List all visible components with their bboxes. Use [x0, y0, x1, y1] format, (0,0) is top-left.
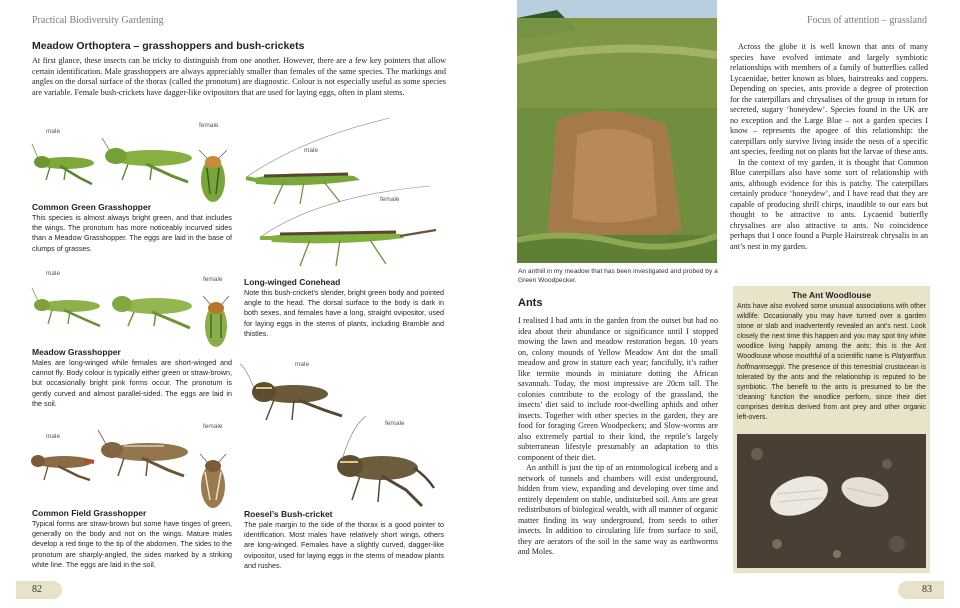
section-title: Meadow Orthoptera – grasshoppers and bush-crickets: [32, 40, 305, 52]
species-text-common-field-grasshopper: Typical forms are straw-brown but some have tinges of green, generally on the body and not on the wings. Mature males develop a red tinge to the tip of the abdomen. The sides to the pronotum are sharply-angled, the sides marked by a striking white line. The eggs are laid in the soil.: [32, 519, 232, 569]
label-female: female: [203, 276, 223, 283]
ants-heading: Ants: [518, 297, 543, 309]
meadow-grasshopper-female-photo: [106, 282, 198, 332]
ant-woodlouse-box: [733, 286, 930, 573]
species-name-common-field-grasshopper: Common Field Grasshopper: [32, 508, 147, 518]
species-text-long-winged-conehead: Note this bush-cricket’s slender, bright green body and pointed angle to the head. The dorsal surface to the body is dark in both sexes, and females have a long, straight ovipositor, used for laying eggs in the stems of plants, including Bramble and thistles.: [244, 288, 444, 338]
roesels-bush-cricket-female-photo: [322, 416, 438, 510]
species-text-meadow-grasshopper: Males are long-winged while females are short-winged and cannot fly. Body colour is typically either green or straw-brown, but occasionally bright pink forms occur. The pronotum is gently curved and almost parallel-sided. The eggs are laid in the soil.: [32, 358, 232, 408]
meadow-grasshopper-pronotum-photo: [200, 296, 232, 352]
box-text-part: Ants have also evolved some unusual associations with other wildlife. Occasionally you may have turned over a garden stone or slab and inadvertently revealed an ant’s nest. Look closely the next time this happen and you may spot tiny white woodlice living happily among the ants; this is the Ant Woodlouse whose mouthful of a scientific name is: [737, 303, 926, 361]
box-text-part: . The presence of this terrestrial crustacean is tolerated by the ants and the relationship is reputed to be symbiotic. The benefit to the ants is presumed to be the ‘cleaning’ function the woodlice perform, since their diet comprises detritus derived from ant prey and other organic left-overs.: [737, 363, 926, 422]
label-female: female: [380, 196, 400, 203]
species-name-meadow-grasshopper: Meadow Grasshopper: [32, 347, 121, 357]
lycaenid-paragraph: Across the globe it is well known that ants of many species have evolved intimate and largely symbiotic relationships with members of a family of butterflies called Lycaenidae, better known as blues, hairstreaks and coppers. Depending on species, ants provide a degree of protection for the caterpillars and chrysalises of the group in return for secreted, sugary ‘honeydew’. Species found in the UK are no exception and the Large Blue – not a garden species I know – represents the apogee of this relationship: the caterpillars only survive living inside the nests of a specific ant species, feeding not on plants but the larvae of these ants.: [730, 42, 929, 156]
label-male: male: [46, 270, 61, 277]
page-number-left: 82: [16, 581, 62, 599]
latin-name: Platyarthus hoffmannseggii: [737, 353, 926, 371]
meadow-grasshopper-male-photo: [30, 282, 108, 332]
box-text: [737, 302, 926, 423]
species-text-common-green-grasshopper: This species is almost always bright green, and that includes the wings. The pronotum has more noticeably incurved sides than a Meadow Grasshopper. The eggs are laid in the base of clumps of grasses.: [32, 213, 232, 253]
lycaenid-body: [730, 42, 928, 252]
long-winged-conehead-female-photo: [250, 186, 440, 272]
ant-woodlouse-photo: [737, 434, 926, 568]
running-head-right: Focus of attention – grassland: [807, 15, 927, 26]
label-female: female: [203, 423, 223, 430]
common-field-grasshopper-female-photo: [94, 424, 194, 484]
common-green-grasshopper-male-photo: [30, 138, 100, 188]
species-name-common-green-grasshopper: Common Green Grasshopper: [32, 202, 152, 212]
running-head-left: Practical Biodiversity Gardening: [32, 15, 164, 26]
photo-caption: An anthill in my meadow that has been investigated and probed by a Green Woodpecker.: [518, 268, 718, 284]
species-name-long-winged-conehead: Long-winged Conehead: [244, 277, 341, 287]
species-text-roesels-bush-cricket: The pale margin to the side of the thorax is a good pointer to identification. Most males have relatively short wings, others are long-winged. Females have a slightly curved, dagger-like ovipositor, used for laying eggs in the stems of meadow plants and rushes.: [244, 520, 444, 570]
common-green-grasshopper-female-photo: [98, 134, 198, 186]
label-male: male: [46, 433, 61, 440]
label-female: female: [385, 420, 405, 427]
species-name-roesels-bush-cricket: Roesel’s Bush-cricket: [244, 509, 333, 519]
common-field-grasshopper-pronotum-photo: [196, 454, 230, 514]
box-title: The Ant Woodlouse: [791, 290, 872, 300]
common-field-grasshopper-male-photo: [28, 440, 98, 484]
common-green-grasshopper-pronotum-photo: [197, 150, 229, 208]
ants-paragraph: An anthill is just the tip of an entomological iceberg and a network of tunnels and chambers will exist underground, hidden from view, expanding and developing over time and entirely dependent on stable, undisturbed soil. Ants are great redistributors of biological wealth, with all manner of organic matter finding its way underground, from seeds to other insects. In addition to circulating life from surface to soil, they are aerators of the soil in the same way as earthworms and Moles.: [518, 463, 718, 556]
anthill-meadow-photo: [517, 0, 717, 263]
label-male: male: [295, 361, 310, 368]
ants-body: [518, 316, 718, 558]
label-male: male: [304, 147, 319, 154]
lycaenid-paragraph: In the context of my garden, it is thought that Common Blue caterpillars also have some sort of relationship with ants, although evidence for this is patchy. The caterpillars certainly produce ‘honeydew’, and I have read that they are capable of producing shrill chirps, inaudible to our ears but thought to be attractive to ants. Lycaenid butterfly chrysalises are also attractive to ants. No coincidence perhaps that I once found a Purple Hairstreak chrysalis in an ant’s nest in my garden.: [730, 157, 928, 251]
intro-paragraph: At first glance, these insects can be tricky to distinguish from one another. However, there are a few key pointers that allow certain identification. Male grasshoppers are always appreciably smaller than females of the same species. The markings and angles on the dorsal surface of the thorax (called the pronotum) are diagnostic. Colour is not especially useful as some species are variable. Female bush-crickets have dagger-like ovipositors that are used for laying eggs, often in plant stems.: [32, 56, 446, 98]
label-male: male: [46, 128, 61, 135]
label-female: female: [199, 122, 219, 129]
page-number-right: 83: [898, 581, 944, 599]
ants-paragraph: I realised I had ants in the garden from the outset but had no idea about their abundance or significance until I stopped mowing the lawn and meadow restoration began. 10 years on, colony mounds of Yellow Meadow Ant dot the small meadow and grow in stature each year; fancifully, it’s rather like termite mounds in miniature dotting the African savannah. Today, the most impressive are 20cm tall. The colonies contribute to the ecology of the grassland, the insects’ diet said to include root-dwelling aphids and other insects. Together with other species in the garden, they are food for foraging Green Woodpeckers; and Slow-worms are also extremely partial to their kind, the reptile’s largely subterranean lifestyle presumably an adaptation to this component of their diet.: [518, 316, 718, 462]
right-page: [480, 0, 960, 608]
roesels-bush-cricket-male-photo: [238, 364, 350, 424]
